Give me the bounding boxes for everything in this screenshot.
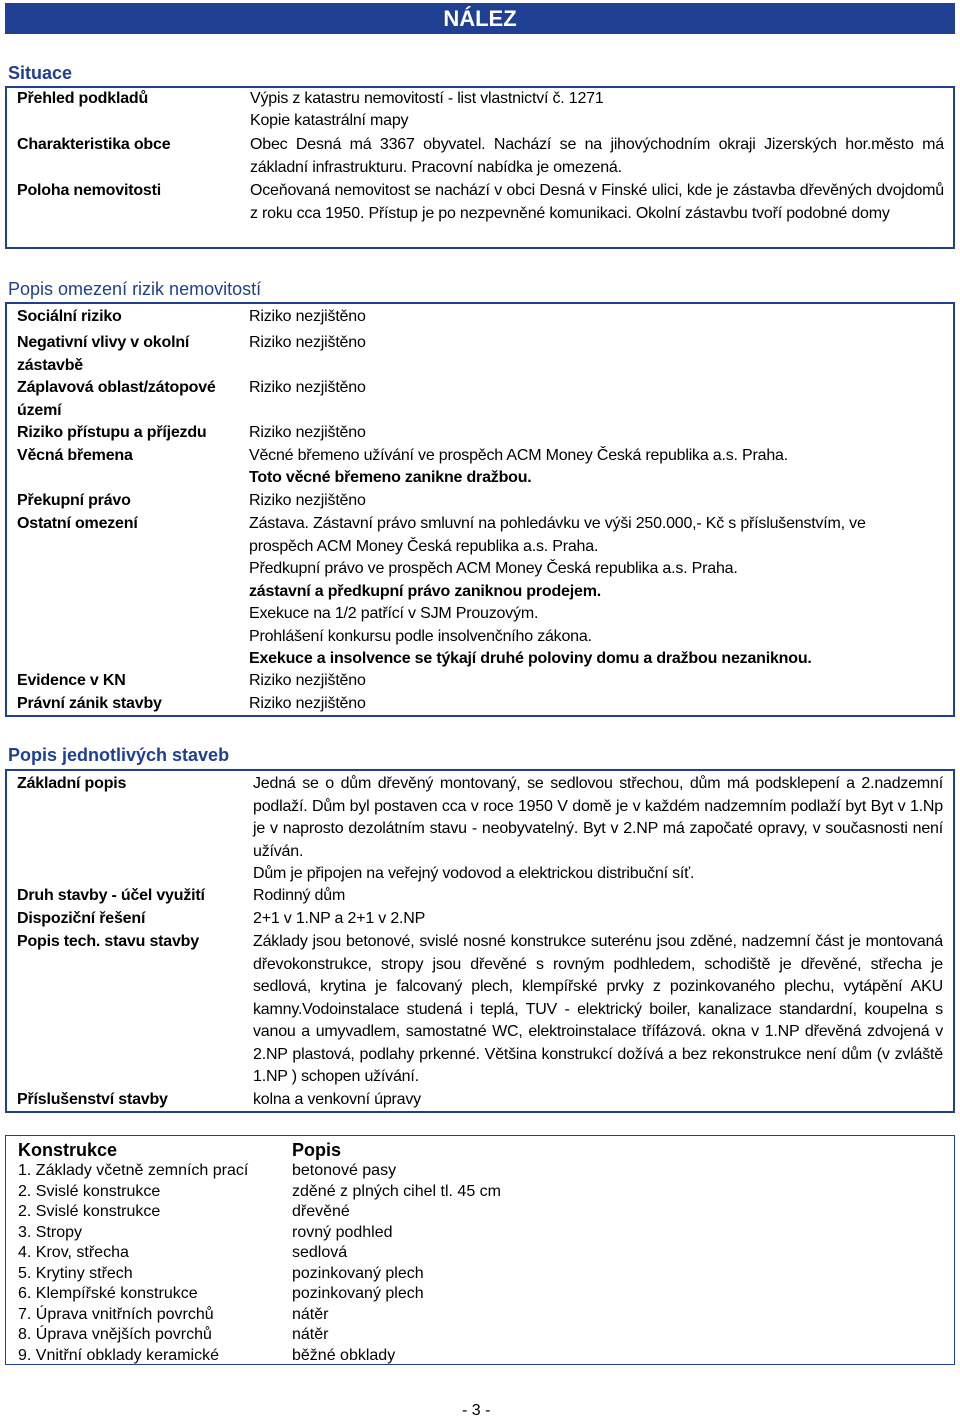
konstrukce-popis: nátěr — [292, 1326, 329, 1343]
value-ostatni-konkurs: Prohlášení konkursu podle insolvenčního zákona. — [249, 628, 592, 645]
value-charakteristika-obce: Obec Desná má 3367 obyvatel. Nachází se na jihovýchodním okraji Jizerských hor.město má základní infrastrukturu. Pracovní nabídka je omezená. — [250, 136, 944, 176]
value-pravni-zanik: Riziko nezjištěno — [249, 695, 366, 712]
table-row — [18, 1265, 501, 1286]
label-negativni-vlivy: Negativní vlivy v okolní zástavbě — [17, 334, 190, 374]
value-dispozicni-reseni: 2+1 v 1.NP a 2+1 v 2.NP — [253, 910, 426, 927]
label-riziko-pristupu: Riziko přístupu a příjezdu — [17, 424, 207, 441]
label-dispozicni-reseni: Dispoziční řešení — [17, 910, 146, 927]
value-socialni-riziko: Riziko nezjištěno — [249, 308, 366, 325]
value-ostatni-zastava: Zástava. Zástavní právo smluvní na pohledávku ve výši 250.000,- Kč s příslušenstvím, ve prospěch ACM Money Česká republika a.s. Praha. — [249, 515, 866, 555]
konstrukce-popis: pozinkovaný plech — [292, 1285, 424, 1302]
konstrukce-name: 4. Krov, střecha — [18, 1244, 129, 1261]
section-title-situace: Situace — [8, 63, 73, 83]
value-poloha-nemovitosti: Oceňovaná nemovitost se nachází v obci Desná v Finské ulici, kde je zástavba dřevěných dvojdomů z roku cca 1950. Přístup je po nezpevněné komunikaci. Okolní zástavbu tvoří podobné domy — [250, 182, 944, 222]
konstrukce-name: 5. Krytiny střech — [18, 1264, 133, 1282]
konstrukce-name: 6. Klempířské konstrukce — [18, 1285, 198, 1302]
konstrukce-name: 3. Stropy — [18, 1223, 83, 1241]
konstrukce-name: 2. Svislé konstrukce — [18, 1182, 161, 1200]
table-row — [18, 1162, 501, 1183]
konstrukce-name: 8. Úprava vnějších povrchů — [18, 1326, 212, 1343]
value-ostatni-insolvence: Exekuce a insolvence se týkají druhé poloviny domu a dražbou nezaniknou. — [249, 650, 812, 667]
page-number: - 3 - — [462, 1402, 491, 1419]
konstrukce-popis: pozinkovaný plech — [292, 1264, 424, 1282]
section-title-stavby: Popis jednotlivých staveb — [8, 745, 230, 765]
label-socialni-riziko: Sociální riziko — [17, 308, 122, 325]
table-row — [18, 1203, 501, 1224]
konstrukce-popis: betonové pasy — [292, 1162, 397, 1179]
value-ostatni-zaniknou: zástavní a předkupní právo zaniknou prodejem. — [249, 583, 601, 600]
konstrukce-popis: rovný podhled — [292, 1223, 393, 1241]
konstrukce-popis: sedlová — [292, 1244, 348, 1261]
label-ostatni-omezeni: Ostatní omezení — [17, 515, 138, 532]
label-prislusenstvi-stavby: Příslušenství stavby — [17, 1091, 168, 1108]
value-ostatni-exekuce: Exekuce na 1/2 patřící v SJM Prouzovým. — [249, 605, 539, 622]
label-druh-stavby: Druh stavby - účel využití — [17, 887, 205, 904]
value-negativni-vlivy: Riziko nezjištěno — [249, 334, 366, 351]
value-druh-stavby: Rodinný dům — [253, 887, 346, 904]
konstrukce-popis: běžné obklady — [292, 1346, 396, 1364]
value-evidence-kn: Riziko nezjištěno — [249, 672, 366, 689]
konstrukce-name: 1. Základy včetně zemních prací — [18, 1162, 249, 1179]
value-vecna-bremena: Věcné břemeno užívání ve prospěch ACM Money Česká republika a.s. Praha. — [249, 447, 788, 464]
table-row — [18, 1306, 501, 1327]
section-title-rizika: Popis omezení rizik nemovitostí — [8, 279, 262, 299]
value-zakladni-popis: Jedná se o dům dřevěný montovaný, se sedlovou střechou, dům má podsklepení a 2.nadzemní podlaží. Dům byl postaven cca v roce 1950 V domě je v každém nadzemním podlaží byt Byt v 1.Np je v naprosto dezolátním stavu - neobyvatelný. Byt v 2.NP má započaté opravy, v současnosti není užíván. — [253, 775, 943, 860]
label-zakladni-popis: Základní popis — [17, 775, 127, 792]
label-poloha-nemovitosti: Poloha nemovitosti — [17, 182, 161, 199]
konstrukce-name: 7. Úprava vnitřních povrchů — [18, 1305, 214, 1323]
page-header: NÁLEZ — [5, 3, 955, 34]
label-evidence-kn: Evidence v KN — [17, 672, 126, 689]
table-row — [18, 1183, 501, 1204]
value-ostatni-predkupni: Předkupní právo ve prospěch ACM Money Česká republika a.s. Praha. — [249, 560, 738, 577]
value-prislusenstvi-stavby: kolna a venkovní úpravy — [253, 1091, 421, 1108]
label-prekupni-pravo: Překupní právo — [17, 492, 131, 509]
table-row — [18, 1326, 501, 1347]
label-vecna-bremena: Věcná břemena — [17, 447, 133, 464]
value-zaplavova-oblast: Riziko nezjištěno — [249, 379, 366, 396]
konstrukce-header-right: Popis — [292, 1139, 342, 1160]
label-popis-tech-stavu: Popis tech. stavu stavby — [17, 933, 199, 950]
label-zaplavova-oblast: Záplavová oblast/zátopové území — [17, 379, 216, 419]
table-row — [18, 1347, 501, 1368]
label-pravni-zanik: Právní zánik stavby — [17, 695, 162, 712]
value-prehled-line2: Kopie katastrální mapy — [250, 112, 409, 129]
konstrukce-popis: dřevěné — [292, 1203, 350, 1220]
konstrukce-name: 2. Svislé konstrukce — [18, 1203, 161, 1220]
rizika-box — [5, 302, 955, 717]
konstrukce-popis: nátěr — [292, 1305, 329, 1323]
value-vecna-bremena-zanik: Toto věcné břemeno zanikne dražbou. — [249, 469, 532, 486]
konstrukce-table — [18, 1138, 501, 1367]
value-riziko-pristupu: Riziko nezjištěno — [249, 424, 366, 441]
value-popis-tech-stavu: Základy jsou betonové, svislé nosné konstrukce suterénu jsou zděné, nadzemní část je montovaná dřevokonstrukce, stropy jsou dřevěné s rovným podhledem, schodiště je dřevěné, střecha je sedlová, krytina je falcovaný plech, klempířské prvky z pozinkovaného plechu, vytápění AKU kamny.Vodoinstalace studená i teplá, TUV - elektrický boiler, kanalizace standardní, koupelna s vanou a umyvadlem, samostatné WC, elektroinstalace třífázová. okna v 1.NP dřevěná zdvojená v 2.NP plastová, podlahy prkenné. Většina konstrukcí dožívá a bez rekonstrukce není dům (v zvláště 1.NP ) schopen užívání. — [253, 933, 943, 1085]
konstrukce-popis: zděné z plných cihel tl. 45 cm — [292, 1182, 501, 1200]
table-row — [18, 1285, 501, 1306]
label-charakteristika-obce: Charakteristika obce — [17, 136, 171, 153]
konstrukce-header-left: Konstrukce — [18, 1139, 118, 1160]
table-row — [18, 1224, 501, 1245]
stavby-box — [5, 769, 955, 1113]
value-prekupni-pravo: Riziko nezjištěno — [249, 492, 366, 509]
value-zakladni-popis-pripojeni: Dům je připojen na veřejný vodovod a elektrickou distribuční síť. — [253, 865, 695, 882]
konstrukce-name: 9. Vnitřní obklady keramické — [18, 1346, 219, 1364]
label-prehled-podkladu: Přehled podkladů — [17, 90, 149, 107]
value-prehled-line1: Výpis z katastru nemovitostí - list vlastnictví č. 1271 — [250, 90, 604, 107]
situace-box — [5, 86, 955, 249]
table-row — [18, 1244, 501, 1265]
